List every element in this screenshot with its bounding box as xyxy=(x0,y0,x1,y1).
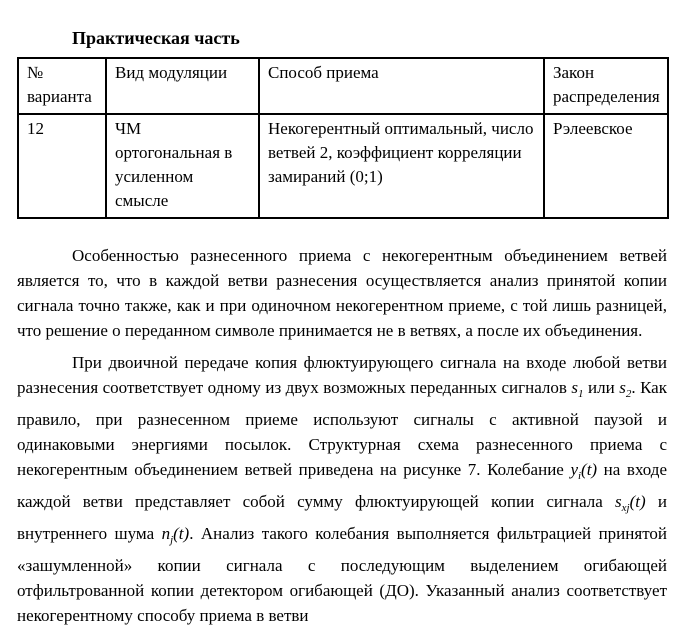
paragraph-text: Особенностью разнесенного приема с некогерентным объединением ветвей является то, что в каждой ветви разнесения осуществляется анализ принятой копии сигнала точно также, как и при одиночном некогерентном приеме, с той лишь разницей, что решение о переданном символе принимается не в ветвях, а после их объединения. xyxy=(17,246,667,340)
page-title: Практическая часть xyxy=(72,28,240,48)
formula-variable: 2 xyxy=(625,388,632,400)
cell-distribution-law: Рэлеевское xyxy=(544,114,668,218)
formula-variable: (t) xyxy=(629,492,646,511)
paragraph-text: и внутреннего шума xyxy=(17,492,667,543)
formula-variable: n xyxy=(161,524,171,543)
paragraph-text: При двоичной передаче копия флюктуирующего сигнала на входе любой ветви разнесения соответствует одному из двух возможных переданных сигналов xyxy=(17,353,667,397)
formula-variable: (t) xyxy=(173,524,190,543)
paragraph-text: . Как правило, при разнесенном приеме используют сигналы с активной паузой и одинаковыми энергиями посылок. Структурная схема разнесенного приема с некогерентным объединением ветвей приведена на рисунке 7. Колебание xyxy=(17,378,667,479)
formula-variable: 1 xyxy=(578,388,584,400)
cell-modulation-type: ЧМ ортогональная в усиленном смысле xyxy=(106,114,259,218)
formula-variable: j xyxy=(170,534,174,546)
paragraph xyxy=(17,350,667,626)
table-header-row xyxy=(18,58,668,114)
paragraph xyxy=(17,243,667,343)
cell-reception-method: Некогерентный оптимальный, число ветвей 2, коэффициент корреляции замираний (0;1) xyxy=(259,114,544,218)
formula-variable: s xyxy=(615,492,622,511)
formula-variable: s xyxy=(619,378,626,397)
table-row xyxy=(18,114,668,218)
formula-variable: xj xyxy=(621,502,630,514)
col-header-reception-method: Способ приема xyxy=(259,58,544,114)
formula-variable: (t) xyxy=(581,460,598,479)
variant-table xyxy=(17,57,669,219)
cell-variant-number: 12 xyxy=(18,114,106,218)
formula-variable: y xyxy=(570,460,578,479)
col-header-modulation-type: Вид модуляции xyxy=(106,58,259,114)
document-body xyxy=(17,243,667,626)
paragraph-text: на входе каждой ветви представляет собой сумму флюктуирующей копии сигнала xyxy=(17,460,668,511)
formula-variable: s xyxy=(571,378,579,397)
col-header-distribution-law: Закон распределения xyxy=(544,58,668,114)
col-header-variant-number: № варианта xyxy=(18,58,106,114)
paragraph-text: . Анализ такого колебания выполняется фильтрацией принятой «зашумленной» копии сигнала с последующим выделением огибающей отфильтрованной копии детектором огибающей (ДО). Указанный анализ соответствует некогерентному способу приема в ветви xyxy=(17,524,668,625)
formula-variable: i xyxy=(577,470,582,482)
paragraph-text: или xyxy=(583,378,620,397)
